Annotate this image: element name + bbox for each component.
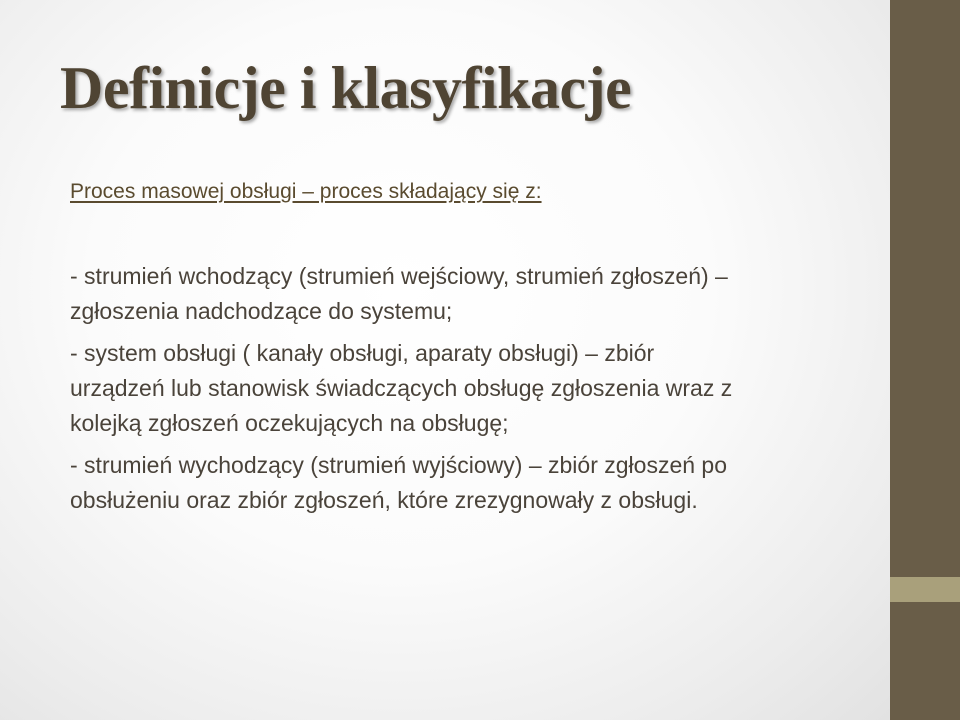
- slide-body: [70, 259, 880, 525]
- text-line: zgłoszenia nadchodzące do systemu;: [70, 298, 453, 324]
- slide-subtitle: Proces masowej obsługi – proces składający się z:: [70, 180, 542, 203]
- paragraph-service-system: [70, 336, 880, 441]
- decorative-side-band: [890, 577, 960, 602]
- text-line: - strumień wchodzący (strumień wejściowy, strumień zgłoszeń) –: [70, 263, 728, 289]
- text-line: kolejką zgłoszeń oczekujących na obsługę;: [70, 410, 509, 436]
- decorative-side-strip: [890, 0, 960, 720]
- paragraph-output-stream: [70, 448, 880, 518]
- paragraph-input-stream: [70, 259, 880, 329]
- text-line: - system obsługi ( kanały obsługi, aparaty obsługi) – zbiór: [70, 340, 655, 366]
- text-line: urządzeń lub stanowisk świadczących obsługę zgłoszenia wraz z: [70, 375, 733, 401]
- slide-title: Definicje i klasyfikacje: [60, 55, 632, 121]
- text-line: obsłużeniu oraz zbiór zgłoszeń, które zrezygnowały z obsługi.: [70, 487, 698, 513]
- text-line: - strumień wychodzący (strumień wyjściowy) – zbiór zgłoszeń po: [70, 452, 727, 478]
